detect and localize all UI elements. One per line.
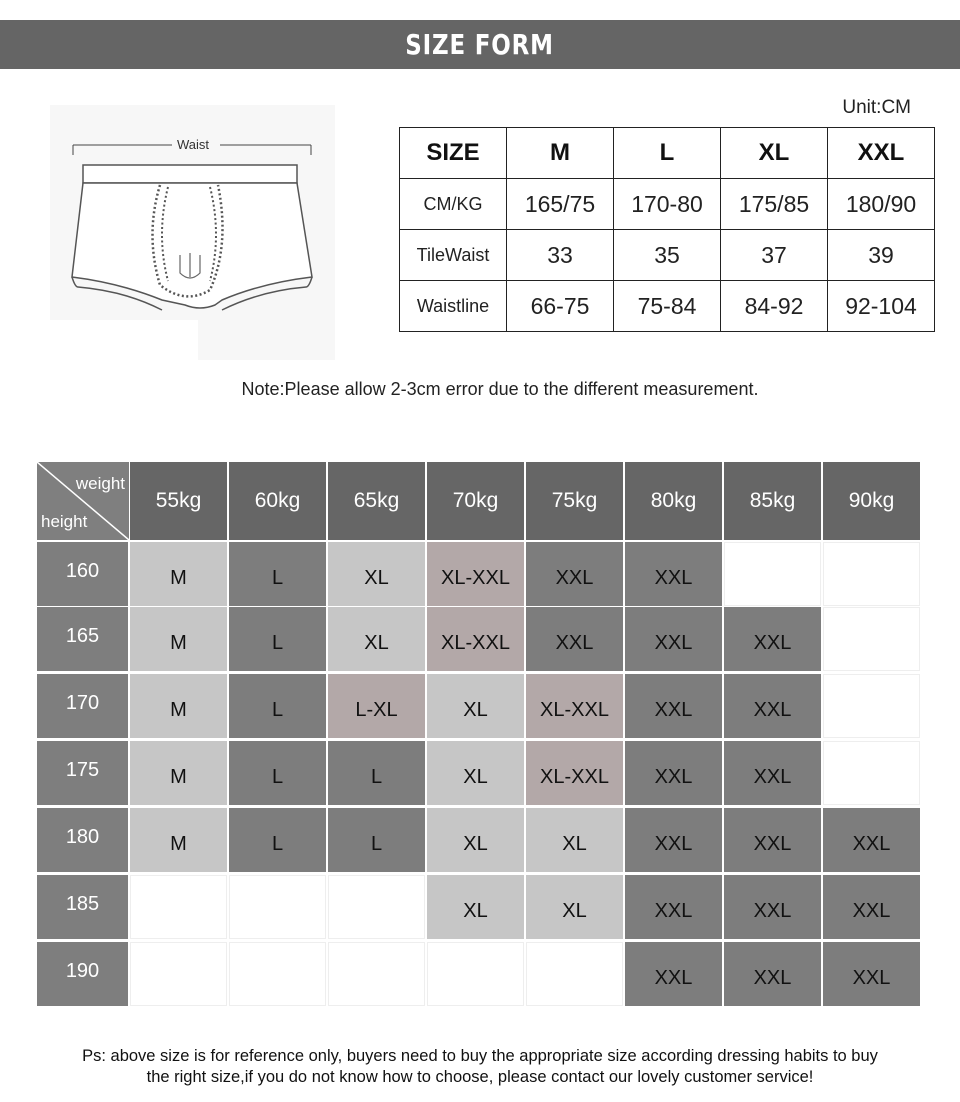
empty-cell: [328, 875, 425, 939]
size-table-row-label: TileWaist: [400, 230, 507, 281]
size-table-header: L: [614, 128, 721, 179]
size-recommendation-cell: XL: [328, 607, 425, 671]
size-recommendation-cell: XXL: [625, 607, 722, 671]
size-recommendation-cell: M: [130, 542, 227, 606]
size-recommendation-cell: XXL: [724, 607, 821, 671]
measurement-note: Note:Please allow 2-3cm error due to the different measurement.: [241, 379, 759, 399]
size-recommendation-cell: XXL: [724, 674, 821, 738]
weight-column-header: 70kg: [427, 462, 524, 540]
size-recommendation-cell: XXL: [625, 542, 722, 606]
size-recommendation-cell: XL: [427, 741, 524, 805]
size-recommendation-cell: L: [229, 741, 326, 805]
size-table-cell: 75-84: [614, 281, 721, 332]
size-table-cell: 33: [507, 230, 614, 281]
empty-cell: [130, 942, 227, 1006]
empty-cell: [229, 875, 326, 939]
title-banner: [0, 20, 960, 69]
height-row-header: 165: [37, 607, 128, 671]
size-recommendation-cell: M: [130, 607, 227, 671]
size-recommendation-cell: XXL: [724, 875, 821, 939]
corner-weight-label: weight: [75, 474, 125, 493]
size-table-row: [400, 179, 935, 230]
size-recommendation-cell: XXL: [724, 808, 821, 872]
size-table-header: SIZE: [400, 128, 507, 179]
size-recommendation-cell: XL: [328, 542, 425, 606]
size-table-cell: 39: [828, 230, 935, 281]
size-recommendation-cell: XXL: [625, 942, 722, 1006]
size-recommendation-cell: M: [130, 674, 227, 738]
weight-column-header: 75kg: [526, 462, 623, 540]
size-recommendation-cell: L: [328, 808, 425, 872]
size-recommendation-cell: XL-XXL: [526, 741, 623, 805]
size-recommendation-cell: XXL: [526, 542, 623, 606]
size-recommendation-cell: XXL: [526, 607, 623, 671]
size-recommendation-cell: XXL: [823, 942, 920, 1006]
height-row-header: 190: [37, 942, 128, 1006]
size-recommendation-cell: XXL: [625, 875, 722, 939]
size-table-cell: 92-104: [828, 281, 935, 332]
size-recommendation-cell: XL: [427, 808, 524, 872]
size-table-cell: 35: [614, 230, 721, 281]
weight-column-header: 55kg: [130, 462, 227, 540]
size-recommendation-cell: XXL: [823, 808, 920, 872]
waist-label: Waist: [176, 137, 210, 152]
empty-cell: [823, 741, 920, 805]
size-table-header: XL: [721, 128, 828, 179]
size-recommendation-cell: XXL: [724, 741, 821, 805]
empty-cell: [823, 607, 920, 671]
empty-cell: [823, 674, 920, 738]
height-row-header: 175: [37, 741, 128, 805]
empty-cell: [526, 942, 623, 1006]
weight-column-header: 60kg: [229, 462, 326, 540]
size-table-cell: 84-92: [721, 281, 828, 332]
size-table-row: [400, 281, 935, 332]
size-recommendation-cell: XXL: [625, 741, 722, 805]
size-recommendation-cell: XXL: [625, 674, 722, 738]
size-recommendation-cell: XXL: [823, 875, 920, 939]
weight-column-header: 65kg: [328, 462, 425, 540]
size-table-cell: 165/75: [507, 179, 614, 230]
size-recommendation-cell: L: [229, 808, 326, 872]
size-recommendation-cell: L: [229, 674, 326, 738]
boxer-brief-illustration: [50, 105, 335, 360]
size-table-cell: 180/90: [828, 179, 935, 230]
size-recommendation-cell: L: [328, 741, 425, 805]
size-table-row-label: Waistline: [400, 281, 507, 332]
corner-height-label: height: [41, 512, 88, 531]
size-table-cell: 66-75: [507, 281, 614, 332]
size-recommendation-cell: XL: [526, 808, 623, 872]
weight-column-header: 85kg: [724, 462, 821, 540]
size-recommendation-cell: XL-XXL: [526, 674, 623, 738]
size-recommendation-cell: M: [130, 741, 227, 805]
size-recommendation-cell: XXL: [724, 942, 821, 1006]
height-row-header: 185: [37, 875, 128, 939]
disclaimer-line: Ps: above size is for reference only, buyers need to buy the appropriate size according dressing habits to buy: [82, 1047, 878, 1065]
size-recommendation-cell: XL: [526, 875, 623, 939]
size-table-cell: 175/85: [721, 179, 828, 230]
size-recommendation-cell: XL: [427, 674, 524, 738]
height-row-header: 170: [37, 674, 128, 738]
size-table-header: XXL: [828, 128, 935, 179]
empty-cell: [130, 875, 227, 939]
size-recommendation-cell: L: [229, 607, 326, 671]
weight-column-header: 90kg: [823, 462, 920, 540]
empty-cell: [328, 942, 425, 1006]
size-recommendation-cell: XXL: [625, 808, 722, 872]
size-recommendation-cell: L: [229, 542, 326, 606]
grid-corner-cell: [37, 462, 129, 540]
height-row-header: 160: [37, 542, 128, 606]
size-recommendation-cell: XL-XXL: [427, 607, 524, 671]
size-recommendation-cell: M: [130, 808, 227, 872]
height-row-header: 180: [37, 808, 128, 872]
disclaimer: [0, 1046, 960, 1088]
size-table-header: M: [507, 128, 614, 179]
empty-cell: [823, 542, 920, 606]
weight-column-header: 80kg: [625, 462, 722, 540]
empty-cell: [724, 542, 821, 606]
size-table: [399, 127, 935, 332]
size-table-cell: 37: [721, 230, 828, 281]
size-recommendation-cell: XL: [427, 875, 524, 939]
size-table-header-row: [400, 128, 935, 179]
disclaimer-line: the right size,if you do not know how to choose, please contact our lovely customer service!: [146, 1068, 814, 1086]
boxer-brief-icon: [50, 105, 335, 360]
size-table-row-label: CM/KG: [400, 179, 507, 230]
size-table-cell: 170-80: [614, 179, 721, 230]
size-recommendation-cell: L-XL: [328, 674, 425, 738]
unit-label: Unit:CM: [842, 97, 911, 118]
empty-cell: [229, 942, 326, 1006]
page-title: SIZE FORM: [405, 28, 555, 61]
empty-cell: [427, 942, 524, 1006]
size-recommendation-cell: XL-XXL: [427, 542, 524, 606]
size-table-row: [400, 230, 935, 281]
